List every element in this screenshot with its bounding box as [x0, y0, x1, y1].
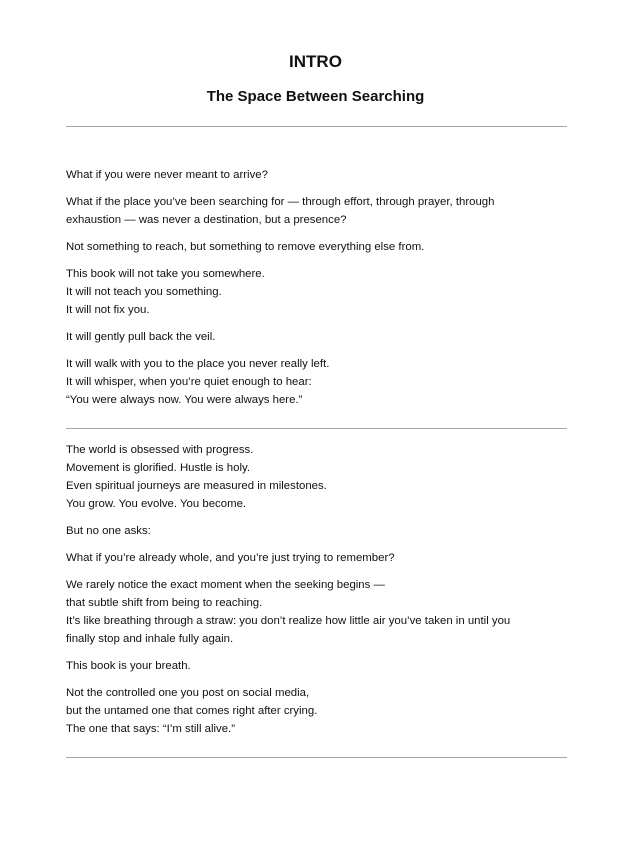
paragraph [66, 522, 567, 540]
text-line: You grow. You evolve. You become. [66, 498, 247, 510]
text-line: exhaustion — was never a destination, but a presence? [66, 214, 347, 226]
paragraph [66, 238, 567, 256]
text-line: Not the controlled one you post on social media, [66, 687, 310, 699]
divider [66, 757, 567, 758]
text-line: But no one asks: [66, 525, 151, 537]
divider [66, 126, 567, 127]
paragraph [66, 441, 567, 513]
text-line: but the untamed one that comes right after crying. [66, 705, 318, 717]
paragraph [66, 549, 567, 567]
text-line: finally stop and inhale fully again. [66, 633, 234, 645]
text-line: It will whisper, when you’re quiet enough to hear: [66, 376, 312, 388]
paragraph [66, 166, 567, 184]
text-line: What if you’re already whole, and you’re just trying to remember? [66, 552, 395, 564]
text-line: It’s like breathing through a straw: you don’t realize how little air you’ve taken in until you [66, 615, 511, 627]
text-line: It will not teach you something. [66, 286, 222, 298]
page-title: INTRO [289, 52, 342, 71]
divider [66, 428, 567, 429]
paragraph [66, 328, 567, 346]
paragraph [66, 657, 567, 675]
section-1 [66, 166, 567, 418]
text-line: “You were always now. You were always here.” [66, 394, 303, 406]
paragraph [66, 193, 567, 229]
text-line: It will walk with you to the place you never really left. [66, 358, 330, 370]
text-line: This book is your breath. [66, 660, 191, 672]
section-2 [66, 441, 567, 747]
text-line: that subtle shift from being to reaching. [66, 597, 263, 609]
page-subtitle: The Space Between Searching [206, 88, 425, 105]
text-line: Not something to reach, but something to remove everything else from. [66, 241, 425, 253]
paragraph [66, 265, 567, 319]
text-line: The one that says: “I’m still alive.” [66, 723, 236, 735]
text-line: The world is obsessed with progress. [66, 444, 254, 456]
text-line: What if you were never meant to arrive? [66, 169, 268, 181]
paragraph [66, 684, 567, 738]
text-line: It will gently pull back the veil. [66, 331, 216, 343]
paragraph [66, 355, 567, 409]
text-line: Movement is glorified. Hustle is holy. [66, 462, 251, 474]
paragraph [66, 576, 567, 648]
text-line: This book will not take you somewhere. [66, 268, 265, 280]
text-line: Even spiritual journeys are measured in milestones. [66, 480, 327, 492]
text-line: It will not fix you. [66, 304, 150, 316]
text-line: What if the place you’ve been searching for — through effort, through prayer, through [66, 196, 495, 208]
text-line: We rarely notice the exact moment when the seeking begins — [66, 579, 385, 591]
